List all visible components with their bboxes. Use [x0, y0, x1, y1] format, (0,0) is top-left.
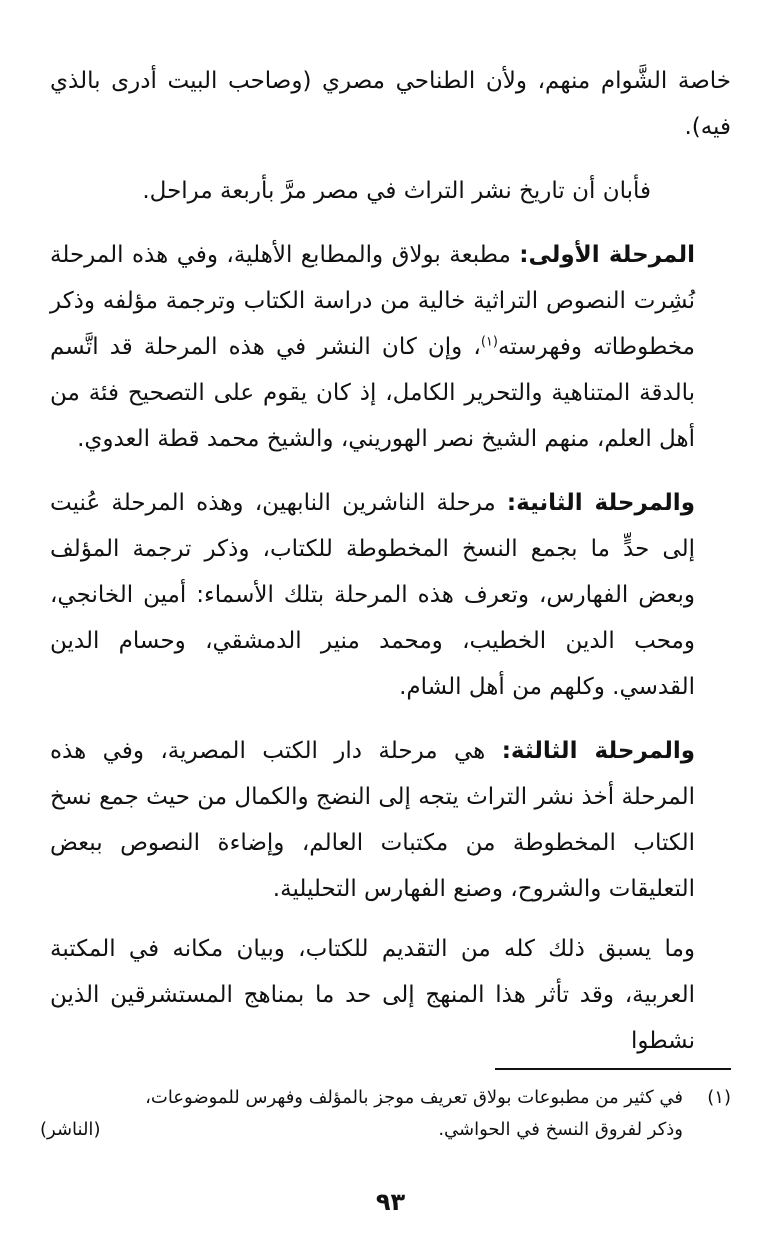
first-stage-text-b: ، وإن كان النشر في هذه المرحلة قد اتَّسم بالدقة المتناهية والتحرير الكامل، إذ كان يقوم على التصحيح فئة من أهل العلم، منهم الشيخ نصر الهوريني، والشيخ محمد قطة العدوي.: [50, 334, 695, 452]
footnote: [40, 1082, 731, 1146]
second-stage-title: والمرحلة الثانية:: [506, 490, 695, 516]
paragraph-intro: فأبان أن تاريخ نشر التراث في مصر مرَّ بأربعة مراحل.: [142, 178, 651, 204]
footnote-attribution: (الناشر): [40, 1119, 101, 1140]
first-stage-text-a: مطبعة بولاق والمطابع الأهلية، وفي هذه المرحلة نُشِرت النصوص التراثية خالية من دراسة الكتاب وترجمة مؤلفه وذكر مخطوطاته وفهرسته: [50, 242, 696, 360]
paragraph-first-stage: [50, 232, 731, 462]
footnote-body: [40, 1082, 683, 1146]
footnote-row: [40, 1082, 731, 1146]
paragraph-continuation: خاصة الشَّوام منهم، ولأن الطناحي مصري (وصاحب البيت أدرى بالذي فيه).: [50, 68, 731, 140]
page-number: ٩٣: [375, 1188, 406, 1216]
third-stage-title: والمرحلة الثالثة:: [501, 738, 696, 764]
paragraph-third-stage: [50, 728, 731, 912]
page-body: [50, 58, 731, 1064]
third-stage-text: هي مرحلة دار الكتب المصرية، وفي هذه المرحلة أخذ نشر التراث يتجه إلى النضج والكمال من حيث جمع نسخ الكتاب المخطوطة من مكتبات العالم، وإضاءة النصوص ببعض التعليقات والشروح، وصنع الفهارس التحليلية.: [50, 738, 695, 902]
footnote-divider: [495, 1068, 731, 1070]
footnote-line-1: في كثير من مطبوعات بولاق تعريف موجز بالمؤلف وفهرس للموضوعات،: [145, 1087, 683, 1108]
second-stage-text: مرحلة الناشرين النابهين، وهذه المرحلة عُنيت إلى حدٍّ ما بجمع النسخ المخطوطة للكتاب، وذكر ترجمة المؤلف وبعض الفهارس، وتعرف هذه المرحلة بتلك الأسماء: أمين الخانجي، ومحب الدين الخطيب، ومحمد منير الدمشقي، وحسام الدين القدسي. وكلهم من أهل الشام.: [50, 490, 695, 700]
footnote-marker: (١): [707, 1087, 731, 1108]
footnote-line-2-row: [40, 1114, 683, 1146]
paragraph-closing: وما يسبق ذلك كله من التقديم للكتاب، وبيان مكانه في المكتبة العربية، وقد تأثر هذا المنهج إلى حد ما بمناهج المستشرقين الذين نشطوا: [50, 936, 695, 1054]
paragraph-second-stage: [50, 480, 731, 710]
footnote-line-2: وذكر لفروق النسخ في الحواشي.: [438, 1119, 683, 1140]
first-stage-title: المرحلة الأولى:: [519, 242, 695, 268]
footnote-reference[interactable]: (١): [480, 334, 498, 350]
